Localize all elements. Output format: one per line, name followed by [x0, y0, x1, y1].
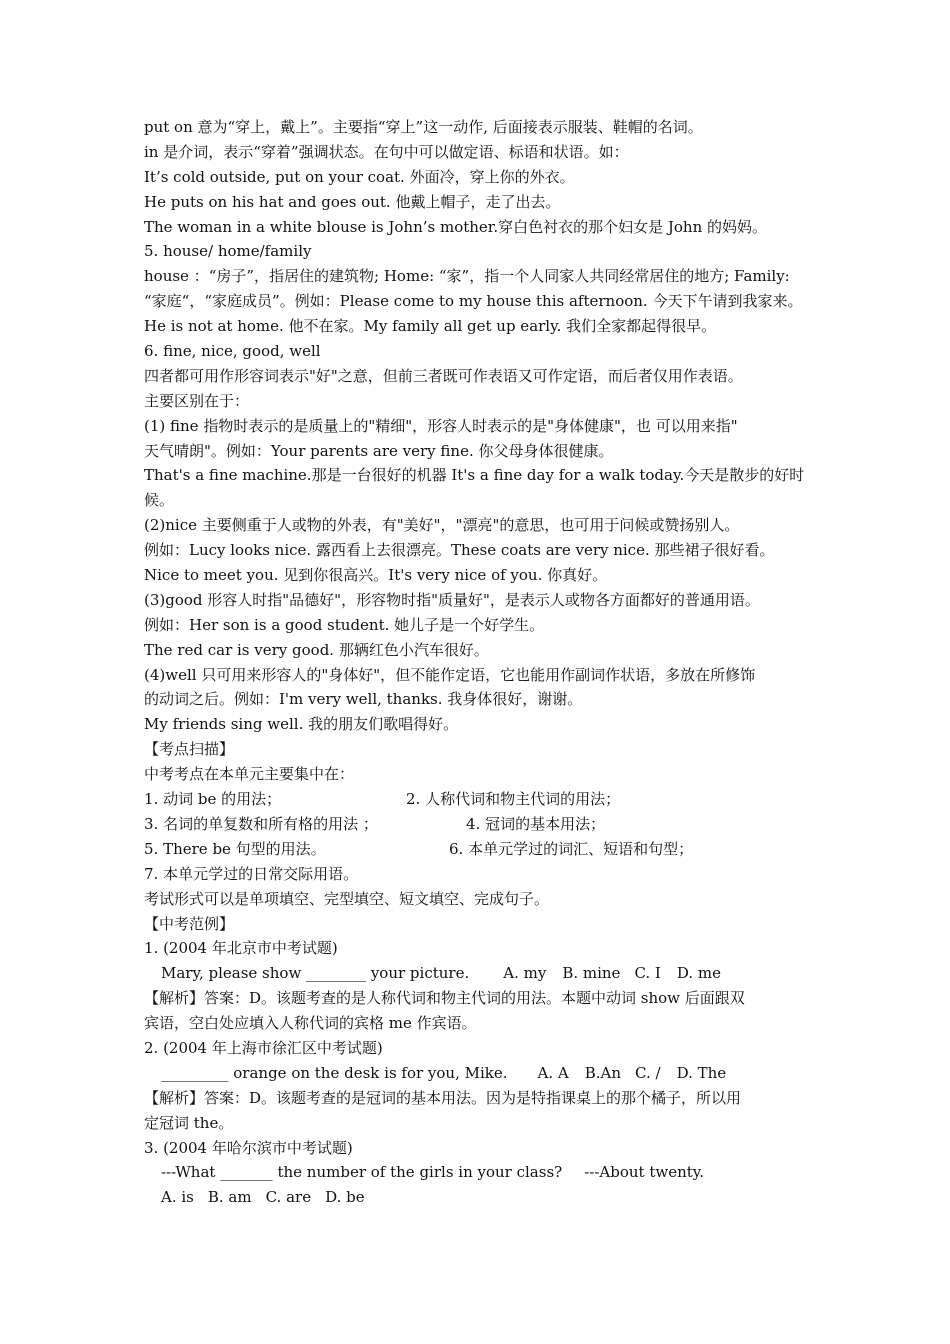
- analysis-line: 【解析】答案：D。该题考查的是人称代词和物主代词的用法。本题中动词 show 后面跟双: [144, 989, 745, 1008]
- point-item: 3. 名词的单复数和所有格的用法 ；: [144, 814, 378, 833]
- option: C. /: [635, 1063, 661, 1082]
- text-line: 考试形式可以是单项填空、完型填空、短文填空、完成句子。: [144, 889, 550, 908]
- option: B.An: [584, 1063, 622, 1082]
- text-line: 例如：Lucy looks nice. 露西看上去很漂亮。These coats are very nice. 那些裙子很好看。: [144, 541, 775, 560]
- option: C. I: [634, 964, 661, 983]
- option: C. are: [265, 1188, 312, 1207]
- text-line: 例如：Her son is a good student. 她儿子是一个好学生。: [144, 615, 545, 634]
- points-row: [144, 812, 810, 837]
- text-line: 中考考点在本单元主要集中在：: [144, 765, 355, 784]
- text-line: 的动词之后。例如：I'm very well, thanks. 我身体很好，谢谢。: [144, 690, 583, 709]
- question-source: 3. (2004 年哈尔滨市中考试题): [144, 1138, 353, 1157]
- section-heading-examples: 【中考范例】: [144, 914, 235, 933]
- option: D. The: [676, 1063, 727, 1082]
- option: D. me: [676, 964, 721, 983]
- document-page: [144, 115, 810, 1210]
- analysis-line: 【解析】答案：D。该题考查的是冠词的基本用法。因为是特指课桌上的那个橘子，所以用: [144, 1088, 742, 1107]
- text-line: 主要区别在于：: [144, 391, 250, 410]
- question-source: 1. (2004 年北京市中考试题): [144, 939, 338, 958]
- option: A. my: [503, 964, 547, 983]
- point-item: 1. 动词 be 的用法；: [144, 790, 282, 809]
- text-line: 天气晴朗"。例如：Your parents are very fine. 你父母身体很健康。: [144, 441, 614, 460]
- text-line: 四者都可用作形容词表示"好"之意，但前三者既可作表语又可作定语，而后者仅用作表语。: [144, 366, 743, 385]
- text-line: He puts on his hat and goes out. 他戴上帽子，走了出去。: [144, 192, 561, 211]
- text-line: (1) fine 指物时表示的是质量上的"精细"，形容人时表示的是"身体健康"，也 可以用来指": [144, 416, 738, 435]
- text-line: My friends sing well. 我的朋友们歌唱得好。: [144, 715, 459, 734]
- points-row: [144, 837, 810, 862]
- text-line: put on 意为“穿上，戴上”。主要指“穿上”这一动作, 后面接表示服装、鞋帽的名词。: [144, 118, 703, 136]
- section-heading-exam-points: 【考点扫描】: [144, 740, 235, 759]
- point-item: 2. 人称代词和物主代词的用法；: [406, 790, 621, 809]
- text-line: (3)good 形容人时指"品德好"，形容物时指"质量好"，是表示人或物各方面都好的普通用语。: [144, 590, 760, 609]
- text-line: “家庭“，“家庭成员”。例如：Please come to my house this afternoon. 今天下午请到我家来。: [144, 292, 803, 311]
- text-line: That's a fine machine.那是一台很好的机器 It's a fine day for a walk today.今天是散步的好时: [144, 466, 805, 485]
- question-stem: Mary, please show ________ your picture.: [161, 964, 470, 983]
- point-item: 5. There be 句型的用法。: [144, 839, 326, 858]
- question-answer: ---About twenty.: [584, 1163, 705, 1182]
- text-line: 候。: [144, 491, 175, 510]
- question-source: 2. (2004 年上海市徐汇区中考试题): [144, 1038, 383, 1057]
- text-line: (2)nice 主要侧重于人或物的外表，有"美好"，"漂亮"的意思，也可用于问候或赞扬别人。: [144, 516, 740, 535]
- text-line: The woman in a white blouse is John’s mother.穿白色衬衣的那个妇女是 John 的妈妈。: [144, 217, 767, 236]
- question-stem-row: [144, 1061, 810, 1086]
- point-item: 6. 本单元学过的词汇、短语和句型；: [449, 839, 694, 858]
- option: A. A: [537, 1063, 569, 1082]
- point-item: 7. 本单元学过的日常交际用语。: [144, 864, 359, 883]
- option: D. be: [325, 1188, 365, 1207]
- section-heading: 5. house/ home/family: [144, 242, 312, 261]
- option: A. is: [161, 1188, 194, 1207]
- section-heading: 6. fine, nice, good, well: [144, 342, 321, 361]
- question-stem: _________ orange on the desk is for you, Mike.: [161, 1063, 508, 1082]
- point-item: 4. 冠词的基本用法；: [466, 814, 606, 833]
- text-line: Nice to meet you. 见到你很高兴。It's very nice of you. 你真好。: [144, 566, 608, 585]
- points-row: [144, 787, 810, 812]
- text-line: house ：“房子”，指居住的建筑物; Home: “家”，指一个人同家人共同经常居住的地方; Family:: [144, 267, 790, 286]
- options-row: [144, 1185, 810, 1210]
- text-line: (4)well 只可用来形容人的"身体好"，但不能作定语，它也能用作副词作状语，多放在所修饰: [144, 665, 756, 684]
- option: B. am: [207, 1188, 252, 1207]
- option: B. mine: [562, 964, 621, 983]
- analysis-line: 定冠词 the。: [144, 1113, 234, 1132]
- question-stem: ---What _______ the number of the girls in your class?: [161, 1163, 563, 1182]
- text-line: in 是介词，表示“穿着”强调状态。在句中可以做定语、标语和状语。如：: [144, 142, 629, 161]
- text-line: He is not at home. 他不在家。My family all get up early. 我们全家都起得很早。: [144, 317, 717, 336]
- text-line: The red car is very good. 那辆红色小汽车很好。: [144, 640, 489, 659]
- analysis-line: 宾语，空白处应填入人称代词的宾格 me 作宾语。: [144, 1014, 477, 1033]
- question-stem-row: [144, 961, 810, 986]
- question-stem-row: [144, 1160, 810, 1185]
- text-line: It’s cold outside, put on your coat. 外面冷，穿上你的外衣。: [144, 167, 575, 186]
